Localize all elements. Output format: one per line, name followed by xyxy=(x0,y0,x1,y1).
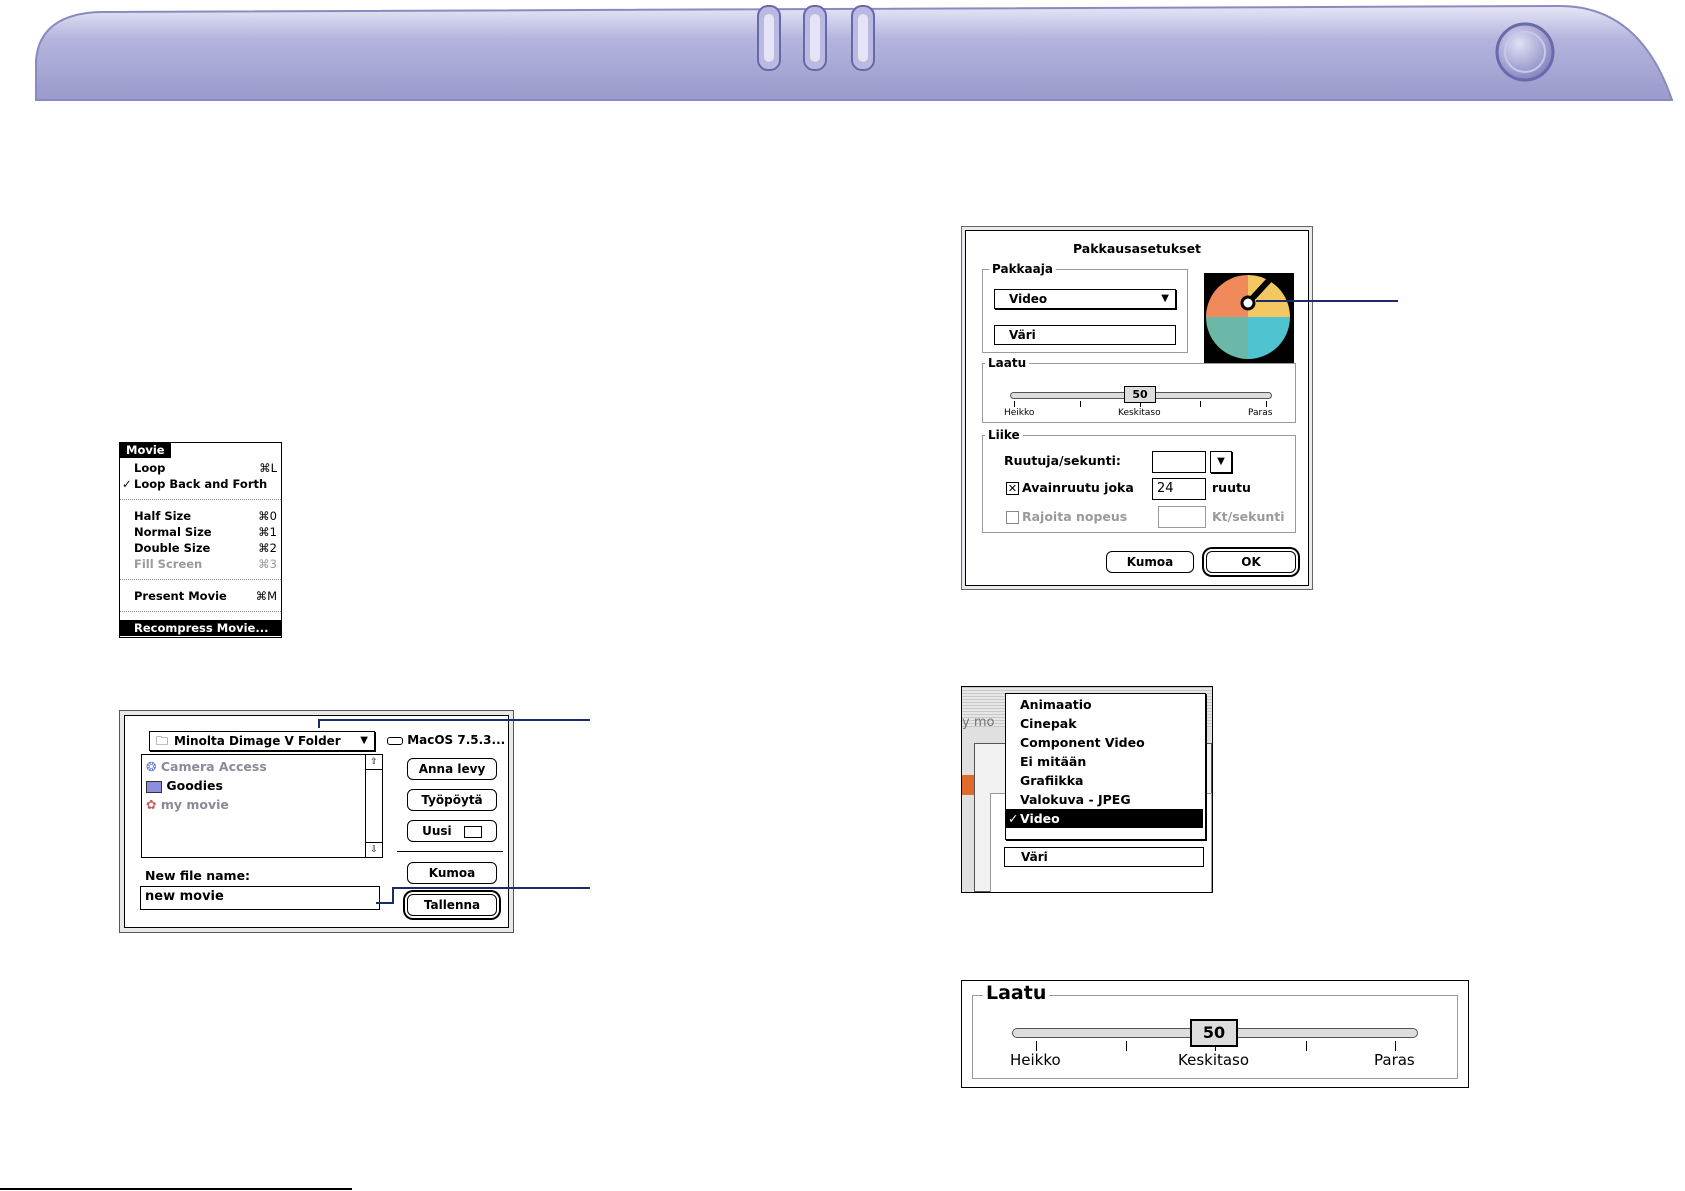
menu-separator xyxy=(120,579,281,580)
compressor-popup-menu xyxy=(961,686,1213,893)
callout-leader-line xyxy=(376,902,394,904)
menu-shortcut: ⌘L xyxy=(259,461,277,475)
callout-leader-line xyxy=(392,887,590,889)
slider-label-low: Heikko xyxy=(1004,408,1035,418)
compressor-option[interactable] xyxy=(1006,695,1203,714)
menu-item-label: Normal Size xyxy=(134,525,212,539)
disk-icon xyxy=(387,737,403,745)
folder-icon: 🗀 xyxy=(156,734,169,748)
group-title: Laatu xyxy=(983,982,1049,1004)
menu-item-present-movie[interactable] xyxy=(120,588,281,604)
file-name: Camera Access xyxy=(160,759,267,774)
save-dialog xyxy=(119,710,514,933)
menu-item-label: Present Movie xyxy=(134,589,227,603)
file-name: Goodies xyxy=(166,778,223,793)
filename-value: new movie xyxy=(145,889,224,904)
group-title: Pakkaaja xyxy=(989,262,1056,276)
tab-handle-icon xyxy=(758,6,780,70)
group-title: Liike xyxy=(985,428,1023,442)
limit-rate-unit: Kt/sekunti xyxy=(1212,509,1285,524)
decorative-header-bar xyxy=(0,0,1685,105)
compressor-option-label: Animaatio xyxy=(1020,697,1092,712)
keyframe-checkbox[interactable] xyxy=(1006,482,1019,495)
compressor-option-label: Valokuva - JPEG xyxy=(1020,792,1131,807)
chevron-down-icon: ▼ xyxy=(360,735,368,746)
list-item[interactable] xyxy=(146,776,223,795)
compressor-option[interactable] xyxy=(1006,714,1203,733)
compressor-popup[interactable] xyxy=(994,289,1176,309)
menu-shortcut: ⌘3 xyxy=(258,557,277,571)
menu-item-normal-size[interactable] xyxy=(120,524,281,540)
menu-item-label: Double Size xyxy=(134,541,211,555)
quality-slider-thumb[interactable]: 50 xyxy=(1190,1019,1238,1047)
compression-settings-dialog xyxy=(961,226,1313,590)
checkmark-icon: ✓ xyxy=(122,477,132,491)
compressor-value: Video xyxy=(1009,292,1048,306)
compressor-option-label: Component Video xyxy=(1020,735,1145,750)
keyframe-unit: ruutu xyxy=(1212,480,1251,495)
compressor-option-label: Cinepak xyxy=(1020,716,1077,731)
menu-item-recompress-movie[interactable] xyxy=(120,620,281,636)
movie-file-icon: ✿ xyxy=(146,797,157,812)
cancel-button[interactable]: Kumoa xyxy=(1106,551,1194,573)
menu-shortcut: ⌘1 xyxy=(258,525,277,539)
menu-item-label: Fill Screen xyxy=(134,557,203,571)
compressor-option-selected[interactable] xyxy=(1006,809,1203,828)
alias-app-icon: ❂ xyxy=(146,759,157,774)
folder-icon xyxy=(146,781,162,793)
menu-item-half-size[interactable] xyxy=(120,508,281,524)
limit-rate-label: Rajoita nopeus xyxy=(1022,509,1128,524)
eject-button[interactable]: Anna levy xyxy=(407,758,497,780)
list-item[interactable] xyxy=(146,757,267,776)
slider-tick xyxy=(1395,1041,1396,1051)
depth-value: Väri xyxy=(1009,328,1036,342)
chevron-down-icon: ▼ xyxy=(1217,456,1225,467)
folder-icon xyxy=(464,826,482,838)
callout-leader-line xyxy=(318,719,590,721)
slider-label-high: Paras xyxy=(1248,408,1273,418)
fps-input[interactable] xyxy=(1152,451,1206,473)
file-name: my movie xyxy=(160,797,229,812)
scrollbar[interactable] xyxy=(365,755,382,857)
footer-rule xyxy=(0,1188,352,1190)
menu-item-loop[interactable] xyxy=(120,460,281,476)
divider xyxy=(397,851,503,852)
limit-rate-input[interactable] xyxy=(1158,506,1206,528)
fps-label: Ruutuja/sekunti: xyxy=(1004,453,1121,468)
scroll-up-arrow-icon[interactable]: ⇧ xyxy=(366,755,382,770)
filename-input[interactable] xyxy=(140,886,380,910)
slider-tick xyxy=(1200,401,1201,407)
compression-settings-body xyxy=(965,230,1309,586)
compressor-option[interactable] xyxy=(1006,733,1203,752)
slider-tick xyxy=(1266,401,1267,407)
fps-popup-arrow[interactable] xyxy=(1210,451,1232,473)
callout-leader-line xyxy=(318,719,320,728)
tab-handle-icon xyxy=(852,6,874,70)
folder-popup-label: Minolta Dimage V Folder xyxy=(174,734,341,748)
menu-item-label: Loop Back and Forth xyxy=(134,477,268,491)
filename-label: New file name: xyxy=(145,868,251,883)
tab-handle-icon xyxy=(804,6,826,70)
background-fragment: y mo xyxy=(962,715,995,730)
compression-preview xyxy=(1204,273,1294,363)
menu-shortcut: ⌘M xyxy=(255,589,277,603)
keyframe-label: Avainruutu joka xyxy=(1022,480,1134,495)
save-button[interactable]: Tallenna xyxy=(407,894,497,916)
compressor-option[interactable] xyxy=(1006,790,1203,809)
menu-item-fill-screen xyxy=(120,556,281,572)
menu-item-loop-back-and-forth[interactable] xyxy=(120,476,281,492)
list-item[interactable] xyxy=(146,795,229,814)
depth-popup[interactable] xyxy=(994,325,1176,345)
callout-leader-line xyxy=(1256,300,1398,302)
compressor-option-label: Video xyxy=(1020,811,1060,826)
compressor-option[interactable] xyxy=(1006,752,1203,771)
quality-slider-closeup xyxy=(961,980,1469,1088)
limit-rate-checkbox[interactable] xyxy=(1006,511,1019,524)
disk-label xyxy=(387,731,505,749)
checkbox-mark-icon: ✕ xyxy=(1007,482,1018,495)
checkmark-icon: ✓ xyxy=(1008,811,1019,826)
slider-label-low: Heikko xyxy=(1010,1051,1061,1069)
keyframe-value: 24 xyxy=(1157,481,1174,496)
menu-item-double-size[interactable] xyxy=(120,540,281,556)
depth-value: Väri xyxy=(1021,850,1048,864)
menu-item-label: Recompress Movie... xyxy=(134,621,269,635)
compressor-option[interactable] xyxy=(1006,771,1203,790)
callout-leader-line xyxy=(392,887,394,903)
keyframe-input[interactable] xyxy=(1152,478,1206,500)
movie-menu-title[interactable]: Movie xyxy=(120,443,171,458)
new-folder-button[interactable] xyxy=(407,820,497,842)
folder-popup[interactable] xyxy=(149,731,375,751)
depth-popup[interactable] xyxy=(1004,847,1204,867)
menu-shortcut: ⌘0 xyxy=(258,509,277,523)
cancel-button[interactable]: Kumoa xyxy=(407,862,497,884)
slider-tick xyxy=(1306,1041,1307,1051)
compressor-option-label: Grafiikka xyxy=(1020,773,1084,788)
slider-tick xyxy=(1080,401,1081,407)
compressor-option-label: Ei mitään xyxy=(1020,754,1087,769)
menu-item-label: Loop xyxy=(134,461,166,475)
desktop-button[interactable]: Työpöytä xyxy=(407,789,497,811)
slider-tick xyxy=(1126,1041,1127,1051)
file-list[interactable] xyxy=(141,754,383,858)
menu-item-label: Half Size xyxy=(134,509,192,523)
menu-separator xyxy=(120,611,281,612)
group-title: Laatu xyxy=(985,356,1029,370)
background-fragment-color xyxy=(962,775,974,795)
dialog-title: Pakkausasetukset xyxy=(1072,241,1202,256)
round-button-icon xyxy=(1497,24,1553,80)
quality-slider-thumb[interactable]: 50 xyxy=(1124,386,1156,403)
slider-tick xyxy=(1014,401,1015,407)
menu-separator xyxy=(120,499,281,500)
slider-label-mid: Keskitaso xyxy=(1178,1051,1250,1069)
chevron-down-icon: ▼ xyxy=(1161,293,1169,304)
slider-label-high: Paras xyxy=(1374,1051,1415,1069)
ok-button[interactable]: OK xyxy=(1206,551,1296,573)
movie-menu xyxy=(119,442,282,638)
slider-tick xyxy=(1036,1041,1037,1051)
scroll-down-arrow-icon[interactable]: ⇩ xyxy=(366,842,382,857)
save-dialog-body xyxy=(124,715,509,928)
menu-shortcut: ⌘2 xyxy=(258,541,277,555)
disk-label-text: MacOS 7.5.3... xyxy=(407,733,506,747)
new-folder-label: Uusi xyxy=(422,824,452,838)
slider-label-mid: Keskitaso xyxy=(1118,408,1161,418)
